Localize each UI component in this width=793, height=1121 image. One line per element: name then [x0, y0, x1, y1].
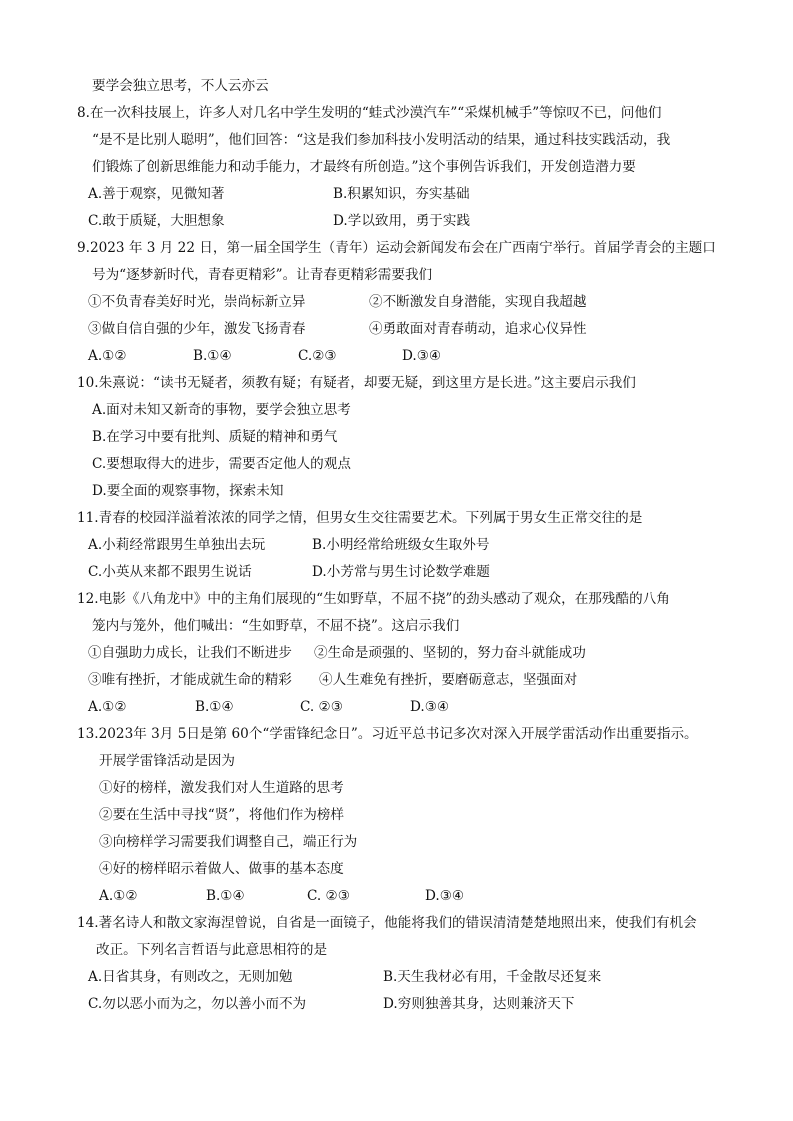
question-stem: 10.朱熹说：“读书无疑者，须教有疑；有疑者，却要无疑，到这里方是长进。”这主要启示我们 — [77, 375, 636, 391]
statement-2: ②要在生活中寻找“贤”，将他们作为榜样 — [99, 807, 344, 823]
option-a: A.①② — [88, 348, 127, 364]
statement-3: ③做自信自强的少年，激发飞扬青春 — [88, 321, 306, 337]
option-b: B.①④ — [195, 699, 234, 715]
statement-3: ③唯有挫折，才能成就生命的精彩 — [88, 672, 292, 688]
option-b: B.天生我材必有用，千金散尽还复来 — [383, 969, 602, 985]
option-c: C. ②③ — [300, 699, 343, 715]
statement-2: ②不断激发自身潜能，实现自我超越 — [369, 294, 587, 310]
question-stem: 8.在一次科技展上，许多人对几名中学生发明的“蛙式沙漠汽车”“采煤机械手”等惊叹不已，问他们 — [77, 105, 662, 121]
statement-3: ③向榜样学习需要我们调整自己，端正行为 — [99, 834, 358, 850]
statement-1: ①好的榜样，激发我们对人生道路的思考 — [99, 780, 344, 796]
option-a: A.小莉经常跟男生单独出去玩 — [88, 537, 266, 553]
option-d: D.③④ — [410, 699, 450, 715]
question-stem: 9.2023 年 3 月 22 日，第一届全国学生（青年）运动会新闻发布会在广西南宁举行。首届学青会的主题口 — [77, 240, 716, 256]
continued-option-line: 要学会独立思考，不人云亦云 — [92, 78, 269, 94]
option-d: D.③④ — [402, 348, 442, 364]
option-b: B.①④ — [193, 348, 232, 364]
question-stem: 11.青春的校园洋溢着浓浓的同学之情，但男女生交往需要艺术。下列属于男女生正常交往的是 — [77, 510, 643, 526]
option-b: B.小明经常给班级女生取外号 — [312, 537, 490, 553]
option-d: D.学以致用，勇于实践 — [333, 213, 471, 229]
option-b: B.①④ — [206, 888, 245, 904]
option-a: A.①② — [88, 699, 127, 715]
statement-4: ④勇敢面对青春萌动，追求心仪异性 — [369, 321, 587, 337]
question-stem: 们锻炼了创新思维能力和动手能力，才最终有所创造。”这个事例告诉我们，开发创造潜力要 — [92, 159, 636, 175]
option-a: A.面对未知又新奇的事物，要学会独立思考 — [92, 402, 351, 418]
option-d: D.要全面的观察事物，探索未知 — [92, 483, 284, 499]
question-stem: 笼内与笼外，他们喊出：“生如野草，不屈不挠”。这启示我们 — [92, 618, 460, 634]
option-c: C.勿以恶小而为之，勿以善小而不为 — [88, 996, 307, 1012]
question-stem: “是不是比别人聪明”，他们回答：“这是我们参加科技小发明活动的结果，通过科技实践活动，我 — [92, 132, 671, 148]
question-stem: 14.著名诗人和散文家海涅曾说，自省是一面镜子，他能将我们的错误清清楚楚地照出来，使我们有机会 — [77, 915, 697, 931]
question-stem: 号为“逐梦新时代，青春更精彩”。让青春更精彩需要我们 — [92, 267, 433, 283]
option-a: A.日省其身，有则改之，无则加勉 — [88, 969, 293, 985]
statement-1: ①不负青春美好时光，崇尚标新立异 — [88, 294, 306, 310]
question-stem: 改正。下列名言哲语与此意思相符的是 — [96, 942, 328, 958]
option-a: A.善于观察，见微知著 — [88, 186, 225, 202]
option-d: D.小芳常与男生讨论数学难题 — [312, 564, 490, 580]
question-stem: 12.电影《八角龙中》中的主角们展现的“生如野草，不屈不挠”的劲头感动了观众，在那残酷的八角 — [77, 591, 670, 607]
option-c: C.小英从来都不跟男生说话 — [88, 564, 252, 580]
option-a: A.①② — [99, 888, 138, 904]
question-stem: 13.2023年 3月 5日是第 60个“学雷锋纪念日”。习近平总书记多次对深入开展学雷活动作出重要指示。 — [77, 726, 698, 742]
option-d: D.穷则独善其身，达则兼济天下 — [383, 996, 575, 1012]
statement-2: ②生命是顽强的、坚韧的，努力奋斗就能成功 — [314, 645, 586, 661]
option-d: D.③④ — [425, 888, 465, 904]
statement-4: ④人生难免有挫折，要磨砺意志，坚强面对 — [319, 672, 578, 688]
statement-4: ④好的榜样昭示着做人、做事的基本态度 — [99, 861, 344, 877]
option-c: C. ②③ — [307, 888, 350, 904]
option-c: C.要想取得大的进步，需要否定他人的观点 — [92, 456, 351, 472]
option-c: C.②③ — [298, 348, 337, 364]
option-b: B.积累知识，夯实基础 — [333, 186, 470, 202]
option-c: C.敢于质疑，大胆想象 — [88, 213, 225, 229]
option-b: B.在学习中要有批判、质疑的精神和勇气 — [92, 429, 338, 445]
question-stem: 开展学雷锋活动是因为 — [99, 753, 235, 769]
statement-1: ①自强助力成长，让我们不断进步 — [88, 645, 292, 661]
